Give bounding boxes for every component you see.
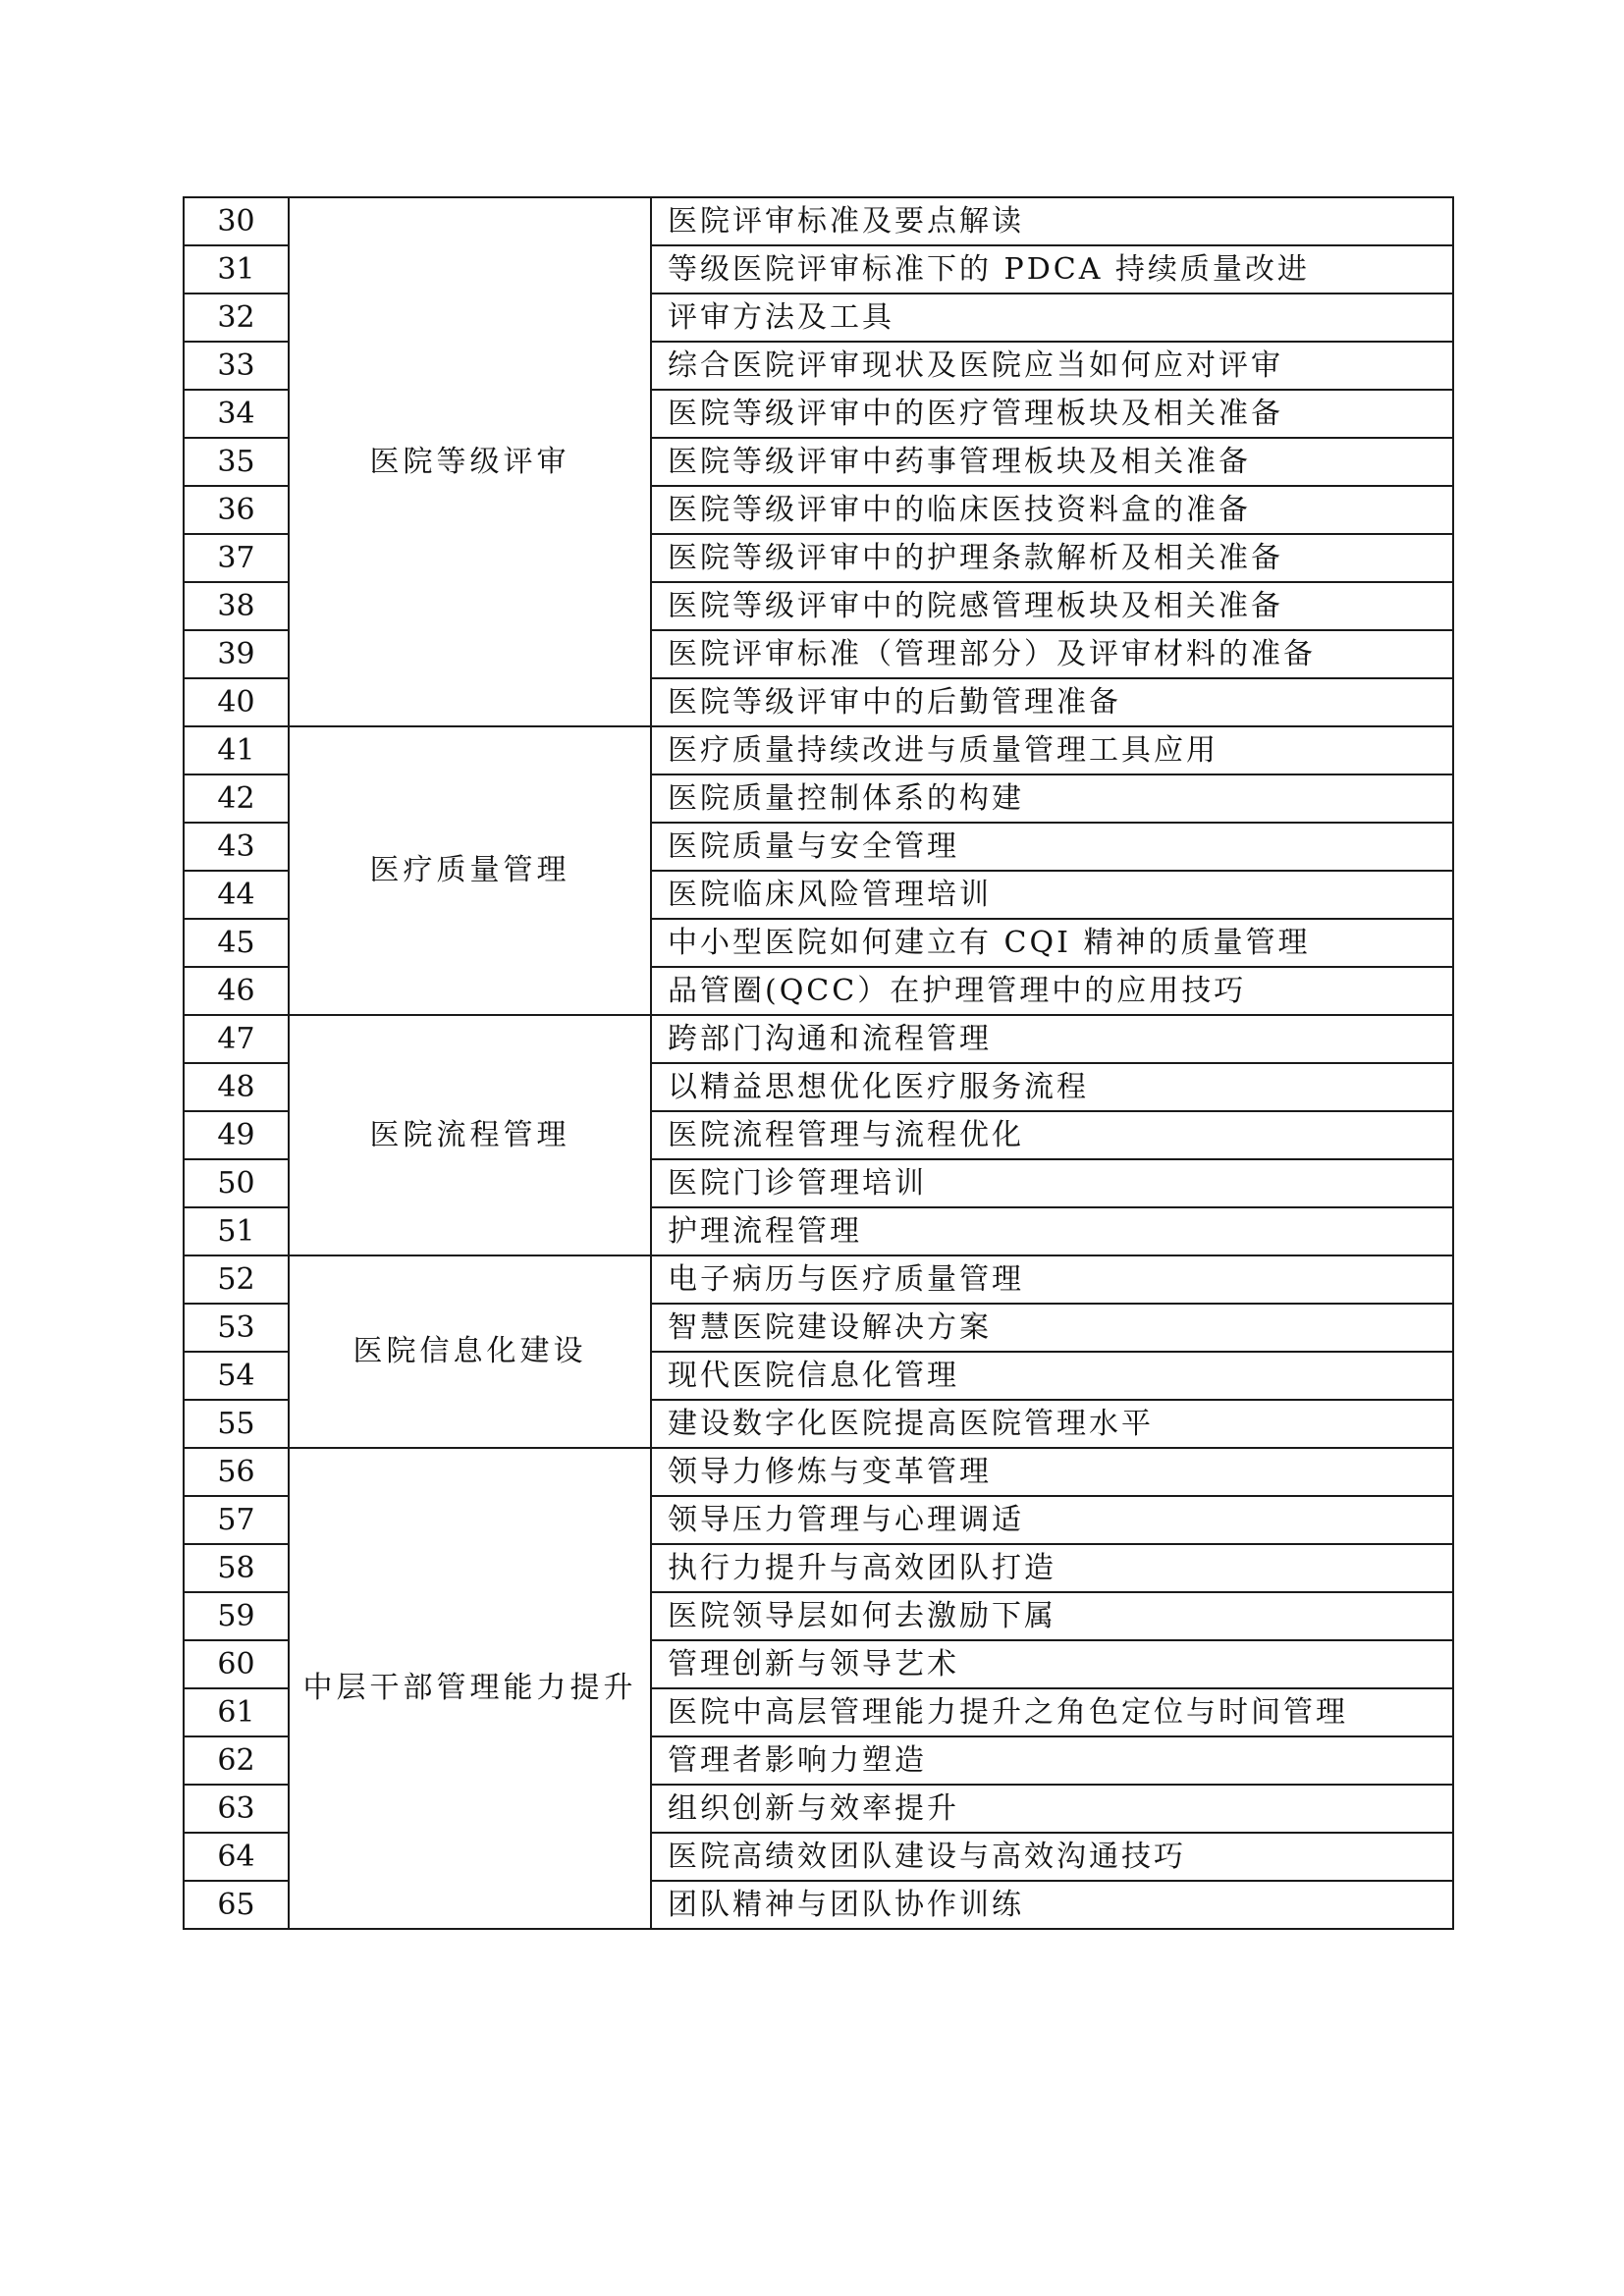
course-title: 评审方法及工具 bbox=[651, 294, 1453, 342]
row-number: 33 bbox=[184, 342, 289, 390]
row-number: 35 bbox=[184, 438, 289, 486]
row-number: 50 bbox=[184, 1159, 289, 1207]
course-title: 医院领导层如何去激励下属 bbox=[651, 1592, 1453, 1640]
row-number: 59 bbox=[184, 1592, 289, 1640]
course-title: 电子病历与医疗质量管理 bbox=[651, 1255, 1453, 1304]
row-number: 57 bbox=[184, 1496, 289, 1544]
row-number: 62 bbox=[184, 1736, 289, 1785]
course-title: 智慧医院建设解决方案 bbox=[651, 1304, 1453, 1352]
table-row bbox=[184, 1255, 1453, 1304]
course-title: 品管圈(QCC）在护理管理中的应用技巧 bbox=[651, 967, 1453, 1015]
row-number: 58 bbox=[184, 1544, 289, 1592]
row-number: 53 bbox=[184, 1304, 289, 1352]
row-number: 48 bbox=[184, 1063, 289, 1111]
course-title: 执行力提升与高效团队打造 bbox=[651, 1544, 1453, 1592]
row-number: 54 bbox=[184, 1352, 289, 1400]
row-number: 41 bbox=[184, 726, 289, 774]
course-title: 医疗质量持续改进与质量管理工具应用 bbox=[651, 726, 1453, 774]
course-title: 医院等级评审中的后勤管理准备 bbox=[651, 678, 1453, 726]
row-number: 45 bbox=[184, 919, 289, 967]
row-number: 36 bbox=[184, 486, 289, 534]
row-number: 64 bbox=[184, 1833, 289, 1881]
course-title: 医院门诊管理培训 bbox=[651, 1159, 1453, 1207]
course-title: 医院质量控制体系的构建 bbox=[651, 774, 1453, 823]
course-title: 团队精神与团队协作训练 bbox=[651, 1881, 1453, 1929]
course-title: 医院中高层管理能力提升之角色定位与时间管理 bbox=[651, 1688, 1453, 1736]
course-title: 领导压力管理与心理调适 bbox=[651, 1496, 1453, 1544]
course-title: 跨部门沟通和流程管理 bbox=[651, 1015, 1453, 1063]
course-title: 医院等级评审中的临床医技资料盒的准备 bbox=[651, 486, 1453, 534]
course-title: 建设数字化医院提高医院管理水平 bbox=[651, 1400, 1453, 1448]
row-number: 32 bbox=[184, 294, 289, 342]
category-cell: 医院等级评审 bbox=[289, 197, 651, 726]
course-title: 组织创新与效率提升 bbox=[651, 1785, 1453, 1833]
row-number: 43 bbox=[184, 823, 289, 871]
course-title: 以精益思想优化医疗服务流程 bbox=[651, 1063, 1453, 1111]
row-number: 51 bbox=[184, 1207, 289, 1255]
course-table bbox=[183, 196, 1454, 1930]
course-title: 护理流程管理 bbox=[651, 1207, 1453, 1255]
category-cell: 医院信息化建设 bbox=[289, 1255, 651, 1448]
course-title: 医院等级评审中药事管理板块及相关准备 bbox=[651, 438, 1453, 486]
category-cell: 中层干部管理能力提升 bbox=[289, 1448, 651, 1929]
row-number: 46 bbox=[184, 967, 289, 1015]
course-title: 现代医院信息化管理 bbox=[651, 1352, 1453, 1400]
course-title: 综合医院评审现状及医院应当如何应对评审 bbox=[651, 342, 1453, 390]
row-number: 37 bbox=[184, 534, 289, 582]
course-title: 医院流程管理与流程优化 bbox=[651, 1111, 1453, 1159]
row-number: 39 bbox=[184, 630, 289, 678]
row-number: 49 bbox=[184, 1111, 289, 1159]
course-table-body bbox=[184, 197, 1453, 1929]
row-number: 60 bbox=[184, 1640, 289, 1688]
row-number: 31 bbox=[184, 245, 289, 294]
row-number: 47 bbox=[184, 1015, 289, 1063]
course-title: 等级医院评审标准下的 PDCA 持续质量改进 bbox=[651, 245, 1453, 294]
table-row bbox=[184, 197, 1453, 245]
course-title: 医院等级评审中的护理条款解析及相关准备 bbox=[651, 534, 1453, 582]
course-title: 医院评审标准及要点解读 bbox=[651, 197, 1453, 245]
row-number: 44 bbox=[184, 871, 289, 919]
row-number: 65 bbox=[184, 1881, 289, 1929]
row-number: 42 bbox=[184, 774, 289, 823]
course-title: 领导力修炼与变革管理 bbox=[651, 1448, 1453, 1496]
row-number: 63 bbox=[184, 1785, 289, 1833]
row-number: 34 bbox=[184, 390, 289, 438]
course-title: 中小型医院如何建立有 CQI 精神的质量管理 bbox=[651, 919, 1453, 967]
row-number: 38 bbox=[184, 582, 289, 630]
table-row bbox=[184, 726, 1453, 774]
category-cell: 医疗质量管理 bbox=[289, 726, 651, 1015]
category-cell: 医院流程管理 bbox=[289, 1015, 651, 1255]
table-row bbox=[184, 1015, 1453, 1063]
row-number: 52 bbox=[184, 1255, 289, 1304]
row-number: 56 bbox=[184, 1448, 289, 1496]
course-title: 管理者影响力塑造 bbox=[651, 1736, 1453, 1785]
course-title: 医院评审标准（管理部分）及评审材料的准备 bbox=[651, 630, 1453, 678]
course-title: 医院临床风险管理培训 bbox=[651, 871, 1453, 919]
course-title: 医院高绩效团队建设与高效沟通技巧 bbox=[651, 1833, 1453, 1881]
course-title: 医院等级评审中的医疗管理板块及相关准备 bbox=[651, 390, 1453, 438]
course-title: 医院等级评审中的院感管理板块及相关准备 bbox=[651, 582, 1453, 630]
course-title: 医院质量与安全管理 bbox=[651, 823, 1453, 871]
table-row bbox=[184, 1448, 1453, 1496]
row-number: 55 bbox=[184, 1400, 289, 1448]
course-title: 管理创新与领导艺术 bbox=[651, 1640, 1453, 1688]
row-number: 61 bbox=[184, 1688, 289, 1736]
row-number: 30 bbox=[184, 197, 289, 245]
row-number: 40 bbox=[184, 678, 289, 726]
